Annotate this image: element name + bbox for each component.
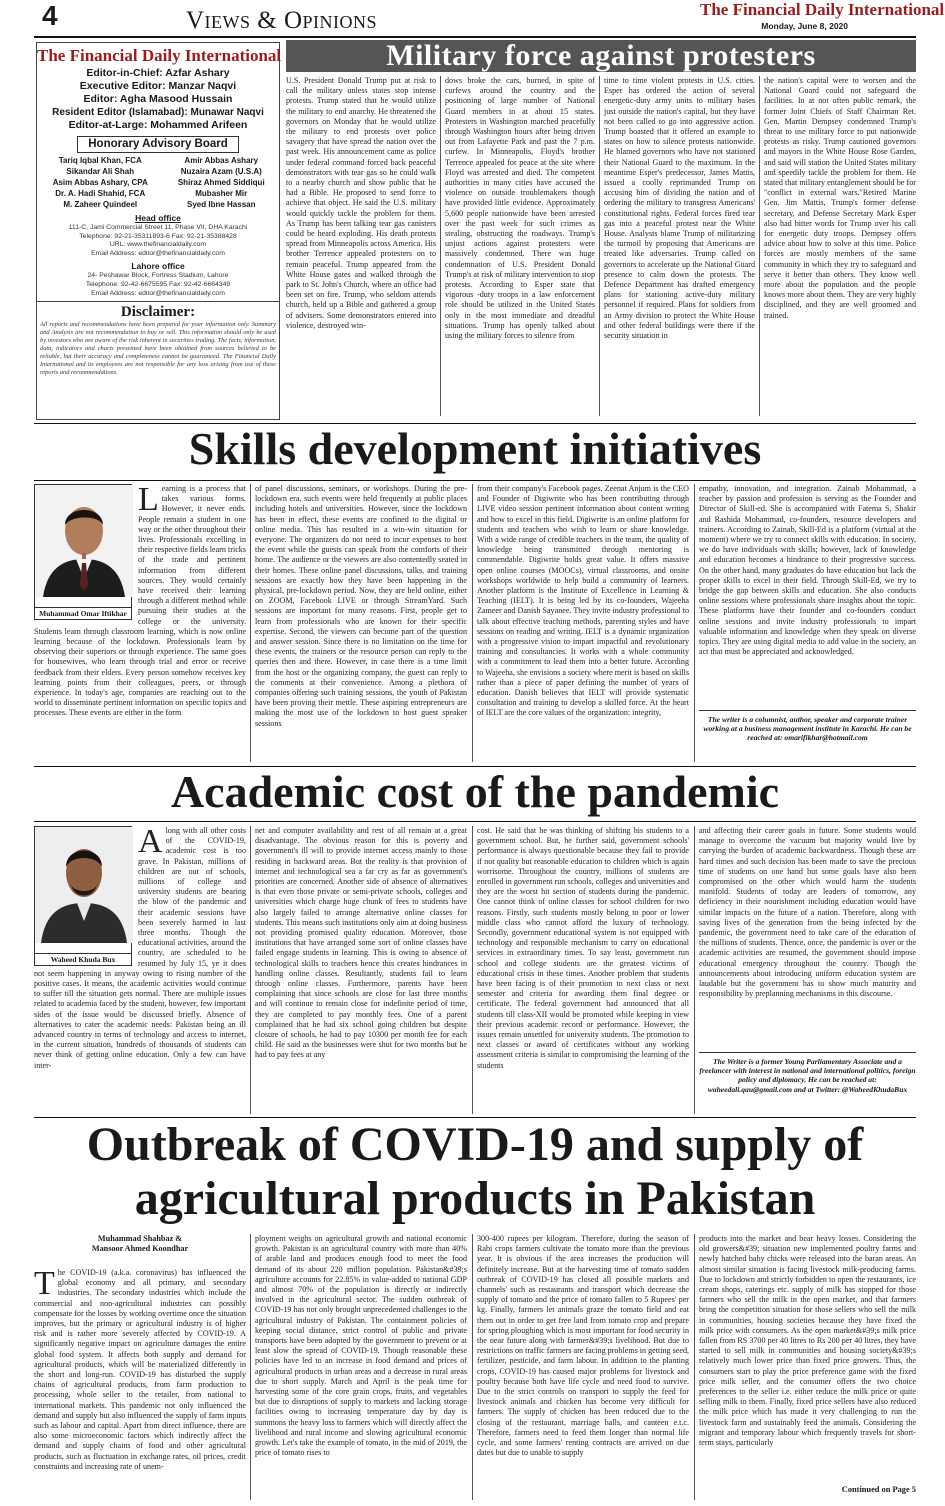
skills-intro: earning is a process that takes various forms. However, it never ends. People remain a student in one way or the other throughout their lives. Professionals excelling in their respective fields learn tricks of the trade and pertinent information from different sources. They would certainly have received their learning <box>138 484 246 596</box>
skills-col-4-text: empathy, innovation, and integration. Zainab Mohammad, a teacher by passion and profession is serving as the Founder and Director of Skill-ed. She is accompanied with Fatema S. Shakir and Rashida Mohammad, co-founders, resource developers and trainers. According to Zainab, Skill-Ed is a platform (virtual at the moment) where we try to connect skills with education. In society, we do have individuals with skills; however, lack of knowledge and education becomes a hindrance to their progressive success. On the other hand, many graduates do have education but lack the proper skills to excel in their field. Through Skill-Ed, we try to bridge the gap between skills and education. She also conducts online sessions where professionals share insights about the topic. These platforms have their founder and co-founders conduct online sessions and invite industry professionals to impart valuable information and knowledge when they speak on diverse topics. They are using digital media to add value in the society, an act that must be appreciated and acknowledged. <box>699 484 916 657</box>
drop-cap: T <box>34 1265 55 1302</box>
author-caption: Waheed Khuda Bux <box>35 953 131 965</box>
page-number: 4 <box>42 0 58 31</box>
column-divider <box>472 1234 473 1500</box>
advisor: Shiraz Ahmed Siddiqui <box>177 178 265 187</box>
column-divider <box>759 76 760 416</box>
covid-title <box>34 1118 916 1230</box>
paper-name: The Financial Daily International <box>700 0 945 19</box>
skills-title: Skills development initiatives <box>188 423 762 474</box>
military-col-1: U.S. President Donald Trump put at risk to call the military unless states stop intense protests. Trump stated that he would utilize the military to end anarchy. He threatened the governors on Monday that he would utilize the military to end protests over police savagery that have spread the nation over the past week. His announcement came as police under federal command forced back peaceful demonstrators with tear gas so he could walk to a nearby church and show public that he had a Bible. He proposed to send force to achieve that object. He said the U.S. military would quickly tackle the problem for them. As Trump has been talking tear gas canisters could be heard exploding. His death protests spread from Minneapolis across America. His brother Terrence appealed protesters on to remain peaceful. Trump appeared from the White House gates and walked through the park to St. John's Church, where an office had been set on fire. Trump, who seldom attends church, held up a Bible and gathered a group of advisers. Some demonstrators entered into violence, destroyed win- <box>286 76 436 330</box>
editor: Editor: Agha Masood Hussain <box>83 93 233 105</box>
drop-cap: A <box>138 823 163 860</box>
column-divider <box>599 76 600 416</box>
column-divider <box>472 484 473 762</box>
author-photo-waheed <box>34 826 132 966</box>
military-col-3: time to time violent protests in U.S. cities. Esper has ordered the action of several energetic-duty army units to military bases just outside the nation's capital, but they have not been called to go into aggressive action. Trump boasted that it offered an example to states on how to silence protests nationwide. He blamed governors who have not stationed their National Guard to the maximum. In the meantime Esper's predecessor, James Mattis, issued a coolly reprimanded Trump on accusing him of dividing the nation and of ordering the military to transgress Americans' constitutional rights. Federal forces fired tear gas into a peaceful protest near the White House. Analysts blame Trump of militarizing the turmoil by proposing that Americans are treated like adversaries. Trump called on governors to accelerate up the National Guard presence to calm down the protests. The Defence Department has drafted emergency plans for stationing active-duty military personnel if required. Plans for soldiers from an Army division to protect the White House and other federal buildings were there if the security situation in <box>604 76 755 341</box>
advisor: Dr. A. Hadi Shahid, FCA <box>55 189 146 198</box>
covid-author-line: Muhammad Shahbaz & <box>97 1234 183 1243</box>
covid-col-1 <box>34 1234 246 1500</box>
lahore-office-phone: Telephone: 92-42-6675595 Fax: 92-42-6664349 <box>85 280 231 288</box>
section-rule <box>34 480 916 481</box>
skills-col-2: of panel discussions, seminars, or workshops. During the pre-lockdown era, such events were held frequently at public places including hotels and universities. However, since the lockdown has been in effect, these events are confined to the digital or online media. This has resulted in a win-win situation for everyone. The organizers do not need to incur expenses to host the event while the guests can speak from the comforts of their home. The audience or the viewers are also contentedly seated in their homes. These online panel discussions, talks, and training sessions are exactly how they have been happening in the physical, pre-lockdown period. Now, they are held online, either on ZOOM, Facebook LIVE or through StreamYard. Such sessions are important for many reasons. First, people get to learn from professionals who are known for their specific expertise. Second, the viewers can become part of the question and answer session. Since there is no limitation on the time for these events, the trainers or the resource person can reply to the queries then and there. However, in case there is a time limit from the host or the organizing company, the guest can reply to the comments at their convenience. Among a plethora of companies offering such training sessions, the youth of Pakistan have been proving their mettle. These aspiring entrepreneurs are making the most use of the lockdown to host guest speaker sessions <box>255 484 467 728</box>
advisor: Mubasher Mir <box>195 189 248 198</box>
academic-col-2: net and computer availability and rest of all remain at a great disadvantage. The obvious reason for this is poverty and government's ill will to provide internet access mainly to those residing in backward areas. But the reality is that provision of internet and technological sea a far cry as far as government's priorities are concerned. Another side of absence of alternatives is that even those private or semi-private schools, colleges and universities which charge huge chunk of fees to students have also largely failed to arrange alternative online classes for students. This means such institutions only aim at doing business not providing promised quality education. Moreover, those institutions that have arranged some sort of online classes have failed engage students in learning. This is owing to absence of technological skills to teachers hence this creates hindrances in handling online classes. Resultantly, students fail to learn through online classes. Furthermore, parents have been complaining that since schools are close for last three months and will continue to remain close for indefinite period of time, they are completed to pay monthly fees. One of a parent complained that he had six school going children but despite closure of schools, he had to pay 10300 per month fee for each child. He said as the businesses were shut for two months but he had to pay fees at any <box>255 826 467 1060</box>
disclaimer-text: All reports and recommendations have been prepared for your information only. Summary and Analysis are not recommendation to buy or sell. This information should only be used by investors who are aware of the risk inherent in securities trading. The facts, information, data, indicators and charts presented have been obtained from sources believed to be reliable, but their accuracy and completeness cannot be guaranteed. The Financial Daily International and its employees are not responsible for any loss arising from use of these reports and recommendations. <box>40 321 276 376</box>
head-office-url[interactable]: URL: www.thefinancialdaily.com <box>109 241 207 249</box>
military-col-4: the nation's capital were to worsen and the National Guard could not safeguard the facilities. In at not often public remark, the former Joint Chiefs of Staff Chairman Ret. Gen. Martin Dempsey condemned Trump's threat to use military force to put nationwide protests as risky. Trump cautioned governors and mayors in the White House Rose Garden, and said will station the United States military and speedily tackle the problem for them. He stated that military entanglement should be for "conflict in external wars."Retired Marine Gen. Jim Mattis, Trump's former defense secretary, and Defense Secretary Mark Esper also had bitter words for Trump over his call for energetic duty troops. Dempsey offers advice about how to solve at this time. Police forces are mostly members of the same community in which they try to safeguard and serve it better than others. They know well more about the population and the people knows more about them. They are very highly disciplined, and they are well groomed and trained. <box>764 76 916 320</box>
editor-at-large: Editor-at-Large: Mohammed Arifeen <box>68 119 248 131</box>
staff-box <box>36 42 280 420</box>
academic-col-3: cost. He said that he was thinking of shifting his students to a government school. But, he further said, government schools' performance is always questionable because they fail to provide if not quality but reasonable education to children which is again worrisome. Throughout the country, millions of students are enrolled in government run schools, colleges and universities and they are the worst hit section of students during the pandemic. One cannot think of online classes for school children for two reasons. Firstly, such students mostly belong to poor or lower middle class who cannot afford the luxury of technology. Secondly, government educational system is not equipped with technology and responsible mechanism to carry on educational services in extraordinary times. To say least, government run school and college students are the greatest victims of educational crisis in these times. Another problem that students have been facing is of their promotion to next class or next semester and criteria for awarding them final degree or certificate. The federal government had announced that all students till class-XII would be promoted while keeping in view their previous academic record or performance. However, the issues remain unsettled for university students. The promotion to next classes or award of certificates without any working assessment criteria is similar to compromising the learning of the students <box>477 826 689 1070</box>
academic-col-4 <box>699 826 916 1114</box>
advisory-title: Honorary Advisory Board <box>77 136 239 153</box>
lahore-office-address: 24- Peshawar Block, Fortress Stadium, Lahore <box>87 272 229 280</box>
column-divider <box>250 484 251 762</box>
column-divider <box>694 826 695 1114</box>
skills-col-4 <box>699 484 916 762</box>
resident-editor: Resident Editor (Islamabad): Munawar Naqvi <box>52 107 264 118</box>
advisor: Amir Abbas Ashary <box>184 156 259 165</box>
continued-notice[interactable]: Continued on Page 5 <box>841 1485 916 1494</box>
masthead-rule <box>34 36 916 38</box>
academic-intro: long with all other costs of the COVID-19, academic cost is too grave. In Pakistan, millions of children are out of schools, millions of college and university students are bearing the blow of the pandemic and their academic sessions have been severely harmed in last three months. Though the educational activities, <box>138 826 246 948</box>
column-divider <box>250 1234 251 1500</box>
advisor: Sikandar Ali Shah <box>66 167 135 176</box>
advisor: Tariq Iqbal Khan, FCA <box>58 156 142 165</box>
author-photo-omar <box>34 484 132 620</box>
head-office-email[interactable]: Email Address: editor@thefinancialdaily.com <box>91 249 225 257</box>
skills-col-3: from their company's Facebook pages. Zeenat Anjum is the CEO and Founder of Digiwrite who has been contributing through LIVE video session pertinent information about content writing and how to excel in this field. Digiwrite is an online platform for students and teachers who wish to learn or share knowledge. With a wide range of credible teachers in the team, the quality of knowledge being transmitted through mentoring is commendable. Digiwrite holds great value. It offers massive open online courses (MOOCs), virtual classrooms, and onsite workshops worldwide to help build a community of learners. Another platform is the Institute of Excellence in Learning & Teaching (IELT). It is being led by its co-founders, Wajeeha Zameer and Danish Sayanee. They invite industry professional to talk about effective teaching methods, parenting styles and have sessions on reading and writing. IELT is a dynamic organization with a progressive vision to impart impactful and revolutionary training and consultancies. It works with a whole community with a commitment to lead them into a better future. According to Wajeeha, she envisions a society where merit is based on skills rather than a piece of paper defining the number of years of education. Danish believes that IELT will provide systematic consultation and training to develop a skilled force. At the heart of IELT are the core values of the organization: integrity, <box>477 484 689 718</box>
advisor: Syed Ibne Hassan <box>187 200 256 209</box>
author-caption: Muhammad Omar Iftikhar <box>35 607 131 619</box>
advisor: Asim Abbas Ashary, CPA <box>52 178 148 187</box>
staff-paper-name: The Financial Daily International <box>37 46 282 65</box>
advisor: M. Zaheer Quindeel <box>63 200 138 209</box>
column-divider <box>694 484 695 762</box>
covid-col-4-text: products into the market and bear heavy losses. Considering the old growers&#39; situation new implemented poultry farms and newly hatched baby chicks were released into the baran areas. An almost similar situation is facing livestock milk-producing farms. Due to lockdown and strictly forbidden to open the restaurants, ice cream shops, caterings etc. supply of milk has stopped for those farmers who sell the milk in the open market, and that farmers bring the competition situation for those sellers who sell the milk in communities, housing societies because they have fixed the milk price with consumers. As the open market&#39;s milk price fallen from RS 3700 per 40 litres to Rs 200 per 40 litres, they have started to sell milk in communities and housing society&#39;s relatively much lower price than fixed price growers. Thus, the consumers start to play the price preference game with the fixed price milk seller, and the consumer offers the two choice preferences to the seller i.e. either reduce the milk price or quite selling milk to them. Finally, fixed price sellers have also reduced the milk price which has made it very challenging to run the livestock farm and sustainably feed the animals. Considering the migrant and temporary labour which frequently travels for short-term stays, particularly <box>699 1234 916 1448</box>
covid-col-1-text: he COVID-19 (a.k.a. coronavirus) has influenced the global economy and all primary, and secondary industries. The secondary industries which include the commercial and non-agricultural industries can possibly compensate for the losses by working overtime once the situation improves, but the primary or agricultural industry is of higher risk and is rather more severely affected by COVID-19. A significantly negative impact on agriculture damages the entire global food system. It affects both supply and demand for agricultural products, which will be materialized differently in the short and long-run. COVID-19 has disturbed the supply chains of agricultural products, from farm production to processing, whole seller to the retailer, from national to international markets. This pandemic not only influenced the demand and supply but also influenced the supply of farm inputs such as labour and capital. Apart from direct influence, there are also some microeconomic factors which indirectly affect the demand and supply chains of food and other agricultural products, such as fluctuation in exchange rates, oil prices, credit constraints and increasing rate of unem- <box>34 1268 246 1471</box>
advisory-board <box>37 155 279 210</box>
military-title-bar <box>286 40 916 72</box>
covid-title-line-1: Outbreak of COVID-19 and supply of <box>86 1118 864 1171</box>
column-divider <box>440 76 441 416</box>
covid-col-3: 300-400 rupees per kilogram. Therefore, during the season of Rabi crops farmers cultivate the tomato more than the previous year. It is obvious if the area increases the production will definitely increase. But at the harvesting time of tomato sudden outbreak of COVID-19 has closed all possible markets and channels' such as restaurants and transport which decrease the supply of tomato and the price of tomato fallen to 5 Rupees' per kg. Finally, farmers let animals graze the tomato field and eat them out in order to get free land from tomato crop and prepare for spring ploughing which is most important for food security in the near future along with farmer&#39;s livelihood. But due to restrictions on traffic farmers are facing problems in getting seed, fertilizer, pesticide, and farm labour. In addition to the planting crops, COVID-19 has caused major problems for livestock and poultry because both have life cycle and need food to survive. Due to the strict controls on transport to supply the feed for livestock animals and chicken has become very difficult for farmers. The supply of chicken has been reduced due to the closing of the restaurant, marriage halls, and canteen e.t.c. Therefore, farmers need to feed them longer than normal life cycle, and some farmers' renting contracts are arrived on due dates but due to unable to supply <box>477 1234 690 1458</box>
editor-in-chief: Editor-in-Chief: Azfar Ashary <box>86 67 230 79</box>
military-title: Military force against protesters <box>386 39 816 72</box>
executive-editor: Executive Editor: Manzar Naqvi <box>79 80 237 92</box>
author-bio: The writer is a columnist, author, speaker and corporate trainer working at a business management institute in Karachi. He can be reached at: omarifikhar@hotmail.com <box>699 710 916 743</box>
covid-title-line-2: agricultural products in Pakistan <box>134 1172 816 1225</box>
masthead <box>0 0 945 36</box>
issue-date: Monday, June 8, 2020 <box>761 21 848 31</box>
academic-col-4-text: and affecting their career goals in future. Some students would manage to overcome the vacuum but majority would live by carrying the burden of academic backwardness. Though these are hard times and such decision has been made to save the precious time of students on one hand but some goals have also been compromised on the other which would harm the students manifold. Students of today are leaders of tomorrow, any deficiency in their nourishment including education would have similar impacts on the future of a nation. Therefore, along with saving lives of the generation from the being infected by the pandemic, the government need to take care of the education of the millions of students. Thence, once, the pandemic is over or the academic activities are resumed, the government should impose educational emergency throughout the country. Though the announcements about introducing uniform education system are laudable but the government has to show much maturity and responsibility by preplanning mechanisms in this discourse. <box>699 826 916 999</box>
section-rule <box>34 821 916 822</box>
drop-cap: L <box>138 481 159 518</box>
column-divider <box>694 1234 695 1500</box>
skills-col-1-text: through a different method while pursuing their studies at the college or the university. Students learn through classroom learning, which is now online learning because of the lockdown. Professionals learn by observing their superiors or through experience. The same goes for housewives, who learn through trial and error or receive feedback from their elders. Every person somehow receives key learning points from their colleagues, peers, or through experience. In today's age, companies are reaching out to the world to disseminate pertinent information on specific topics and processes. These events are either in the form <box>34 596 246 718</box>
advisor: Nuzaira Azam (U.S.A) <box>180 167 262 176</box>
column-divider <box>472 826 473 1114</box>
covid-col-2: ployment weighs on agricultural growth and national economic growth. Pakistan is an agricultural country with more than 40% of arable land and produces enough food to meet the food demand of its about 220 million population. Pakistan&#39;s agriculture accounts for 22.85% in value-added to national GDP and almost 70% of the population is directly or indirectly involved in the agricultural sector. The sudden outbreak of COVID-19 has not only brought unprecedented challenges to the agricultural industry of Pakistan. The containment policies of keeping social distance, strict control of public and private transports have been adopted by the government to prevent or at least slow the spread of COVID-19. Though reasonable these policies have led to an increase in food demand and prices of agricultural products in urban areas and a decrease in rural areas due to short supply. March and April is the peak time for harvesting some of the core grain crops, fruits, and vegetables but due to disruptions of supply to markets and lacking storage facilities owing to increasing temperature day by day is summons the heavy loss to farmers which will directly affect the livelihood and rural income and slowing agricultural economic growth. Let's take the example of tomato, in the mid of 2019, the price of tomato rises to <box>255 1234 467 1458</box>
academic-col-1 <box>34 823 246 1114</box>
section-title: Views & Opinions <box>186 7 378 34</box>
academic-col-1-text: around the country, are scheduled to be resumed by July 15, ye it does not seem happening in anyway owing to rising number of the positive cases. It means, the academic activities would continue to suffer till the situation gets normal. There are multiple issues related to academia faced by the student, however, few important sides of the issue would be discussed briefly. Absence of alternatives to cater the academic needs: Pakistan being an ill advanced country in terms of technology and access to internet, in the current situation, hundreds of thousands of students can never think of getting online education. Only a few can have inter- <box>34 938 246 1070</box>
academic-title: Academic cost of the pandemic <box>170 766 780 817</box>
head-office-phone: Telephone: 92-21-35311893-6 Fax: 92-21-35388428 <box>79 232 237 240</box>
author-bio: The Writer is a former Young Parliamentary Associate and a freelancer with interest in national and international politics, foreign policy and diplomacy. He can be reached at: waheedali.qau@gmail.com and at Twitter: @WaheedKhudaBux <box>699 1052 916 1094</box>
skills-col-1 <box>34 481 246 762</box>
head-office-title: Head office <box>135 213 181 223</box>
covid-author-line: Mansoor Ahmed Koondhar <box>91 1244 189 1253</box>
author-portrait-icon <box>35 485 133 597</box>
military-col-2: dows broke the cars, burned, in spite of curfews around the country and the positioning of large number of National Guard members in at about 15 states. Protesters in Washington marched peacefully through Washington hours after being driven out from Lafayette Park and past the 7 p.m. curfew. In Minneapolis, Floyd's brother Terrence appealed for peace at the site where Floyd was arrested and died. The competent authorities in many cities have accused the violence on outside troublemakers though have provided little evidence. Approximately 5,600 people nationwide have been arrested over the past week for such crimes as stealing, obstructing the roadways. Trump's unjust actions against protesters were massively condemned. There was huge condemnation of U.S. President Donald Trump's at risk of military intervention to stop protests. According to Esper state that vigorous -duty troops in a law enforcement role should be utilized in the United States only in the most immediate and dreadful situations. Trump has openly talked about using the military forces to silence from <box>445 76 595 341</box>
covid-col-4 <box>699 1234 916 1500</box>
author-portrait-icon <box>35 827 133 943</box>
lahore-office-title: Lahore office <box>131 261 185 272</box>
column-divider <box>250 826 251 1114</box>
head-office-address: 111-C, Jami Commercial Street 11, Phase VII, DHA Karachi <box>68 224 248 231</box>
covid-authors <box>34 1234 246 1254</box>
lahore-office-email[interactable]: Email Address: editor@thefinancialdaily.com <box>91 289 225 297</box>
disclaimer-title: Disclaimer: <box>37 301 279 320</box>
